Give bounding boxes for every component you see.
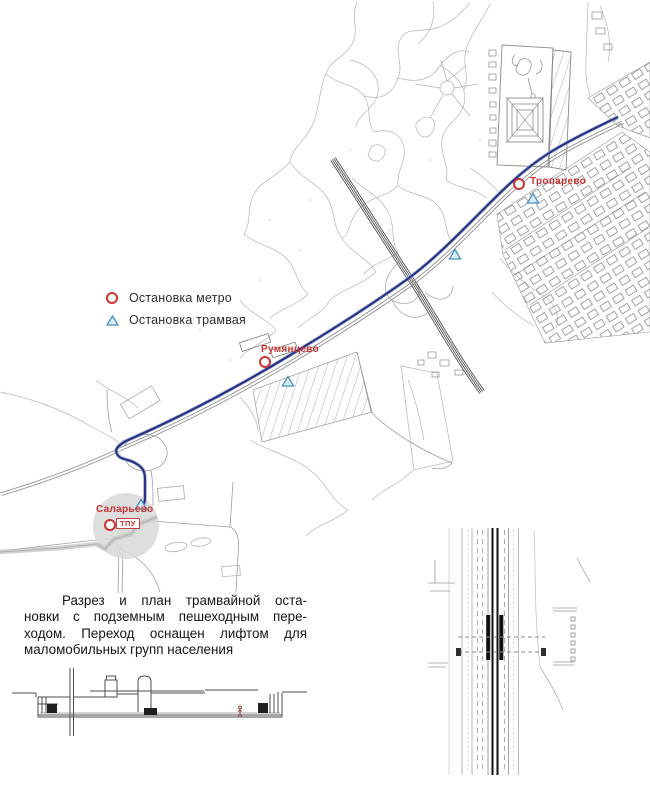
underpass-entry-right bbox=[541, 648, 546, 656]
legend-label-tram: Остановка трамвая bbox=[129, 313, 247, 327]
park-campus bbox=[497, 45, 571, 170]
caption-line: новки с подземным пешеходным пере- bbox=[24, 609, 307, 625]
section-drawing bbox=[10, 666, 310, 756]
station-label-salaryevo: Саларьево bbox=[96, 504, 154, 515]
local-roads bbox=[0, 352, 452, 593]
underpass-entry-left bbox=[456, 648, 461, 656]
caption-line: Разрез и план трамвайной оста- bbox=[62, 593, 307, 608]
tram-platform-left bbox=[486, 615, 490, 660]
legend bbox=[106, 287, 246, 331]
tram-stop-markers bbox=[135, 194, 538, 510]
park-node bbox=[415, 60, 478, 118]
legend-label-metro: Остановка метро bbox=[129, 291, 232, 305]
tpu-badge: ТПУ bbox=[116, 518, 140, 529]
caption-line: маломобильных групп населения bbox=[24, 642, 234, 658]
metro-stop-icon bbox=[106, 292, 120, 304]
station-label-troparevo: Тропарево bbox=[530, 176, 587, 187]
legend-item-metro bbox=[106, 287, 246, 309]
metro-stop-marker-troparevo bbox=[513, 178, 525, 190]
legend-item-tram bbox=[106, 309, 246, 331]
tram-platform-right bbox=[499, 615, 503, 660]
station-label-rumyantsevo: Румянцево bbox=[261, 344, 319, 355]
metro-stop-marker-rumyantsevo bbox=[259, 356, 271, 368]
caption bbox=[24, 593, 307, 659]
caption-line: ходом. Переход оснащен лифтом для bbox=[24, 625, 307, 641]
tram-stop-marker-interchange bbox=[449, 250, 460, 260]
plan-drawing bbox=[428, 522, 650, 788]
metro-stop-marker-salaryevo bbox=[104, 519, 116, 531]
tram-stop-icon bbox=[106, 315, 120, 326]
